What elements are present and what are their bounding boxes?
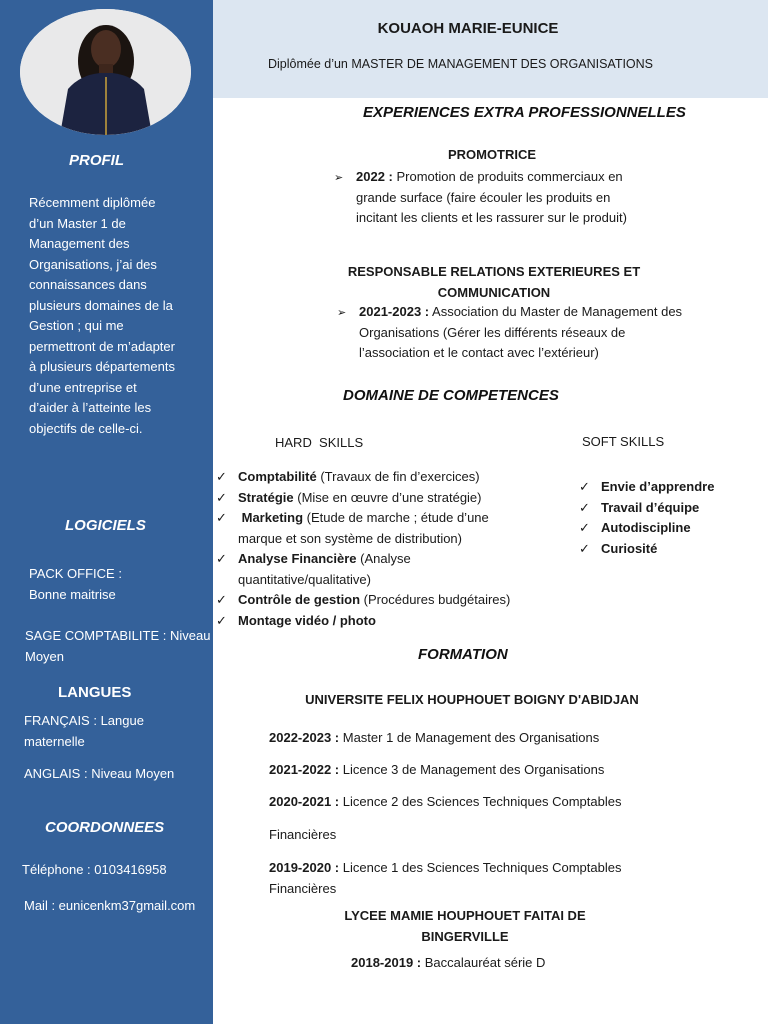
check-icon: ✓ bbox=[216, 551, 227, 566]
check-icon: ✓ bbox=[579, 540, 590, 556]
hard-skill-name: Analyse Financière bbox=[238, 551, 357, 566]
hard-skill-name: Montage vidéo / photo bbox=[238, 612, 376, 628]
hard-skill-item bbox=[216, 590, 531, 611]
check-icon: ✓ bbox=[216, 510, 227, 525]
experience-text-1: Promotion de produits commerciaux en grande surface (faire écouler les produits en incitant les clients et les rassurer sur le produit) bbox=[356, 169, 627, 225]
soft-skill-item bbox=[579, 539, 759, 560]
logiciel-sage: SAGE COMPTABILITE : Niveau Moyen bbox=[25, 628, 211, 664]
formation-entry bbox=[269, 858, 649, 899]
arrow-bullet-icon: ➢ bbox=[337, 307, 347, 319]
check-icon: ✓ bbox=[216, 612, 227, 628]
profil-title: PROFIL bbox=[69, 152, 124, 169]
formation-text: Licence 2 des Sciences Techniques Comptables bbox=[339, 794, 622, 809]
experience-year-2: 2021-2023 : bbox=[359, 304, 430, 319]
university-name: UNIVERSITE FELIX HOUPHOUET BOIGNY D'ABIDJAN bbox=[305, 692, 639, 707]
experience-role-1: PROMOTRICE bbox=[447, 147, 537, 162]
formation-text: Licence 3 de Management des Organisations bbox=[339, 762, 605, 777]
competences-title: DOMAINE DE COMPETENCES bbox=[343, 387, 559, 404]
formation-entry bbox=[269, 792, 621, 813]
hard-skill-detail: (Travaux de fin d’exercices) bbox=[316, 469, 480, 484]
lycee-name: LYCEE MAMIE HOUPHOUET FAITAI DE BINGERVILLE bbox=[344, 908, 586, 944]
check-icon: ✓ bbox=[216, 469, 227, 484]
sidebar bbox=[0, 0, 213, 1024]
langues-title: LANGUES bbox=[58, 684, 132, 701]
bac-year: 2018-2019 : bbox=[351, 955, 422, 970]
soft-skill-item bbox=[579, 498, 759, 519]
soft-skill-name: Envie d’apprendre bbox=[601, 479, 715, 494]
hard-skill-name: Stratégie bbox=[238, 489, 294, 505]
hard-skill-detail: (Mise en œuvre d’une stratégie) bbox=[293, 489, 482, 505]
formation-entry bbox=[269, 760, 604, 781]
langue-francais: FRANÇAIS : Langue maternelle bbox=[24, 713, 144, 749]
check-icon: ✓ bbox=[579, 520, 590, 535]
arrow-bullet-icon: ➢ bbox=[334, 172, 344, 184]
soft-skill-item bbox=[579, 477, 759, 498]
hard-skill-name: Contrôle de gestion bbox=[238, 592, 361, 607]
soft-skills-list bbox=[579, 477, 759, 559]
profile-photo bbox=[20, 9, 191, 135]
header bbox=[213, 0, 768, 98]
hard-skill-detail: (Etude de marche ; étude d’une marque et son système de distribution) bbox=[238, 510, 493, 546]
formation-year: 2020-2021 : bbox=[269, 794, 340, 809]
hard-skill-name: Comptabilité bbox=[238, 469, 317, 484]
hard-skill-detail: (Analyse quantitative/qualitative) bbox=[238, 551, 411, 587]
soft-skill-name: Curiosité bbox=[601, 540, 658, 556]
experience-role-2: RESPONSABLE RELATIONS EXTERIEURES ET COMMUNICATION bbox=[347, 264, 641, 300]
hard-skills-list bbox=[216, 467, 531, 631]
soft-skill-item bbox=[579, 518, 759, 539]
formation-entry bbox=[269, 825, 336, 846]
experience-year-1: 2022 : bbox=[356, 169, 393, 184]
langue-anglais: ANGLAIS : Niveau Moyen bbox=[24, 766, 175, 781]
soft-skill-name: Autodiscipline bbox=[601, 520, 691, 535]
soft-skills-title: SOFT SKILLS bbox=[582, 434, 665, 449]
candidate-subtitle: Diplômée d’un MASTER DE MANAGEMENT DES ORGANISATIONS bbox=[267, 57, 654, 71]
bac-entry bbox=[351, 953, 545, 974]
hard-skill-item bbox=[216, 488, 531, 509]
experience-item-1 bbox=[334, 167, 646, 229]
telephone: Téléphone : 0103416958 bbox=[22, 862, 167, 877]
experience-text-2: Association du Master de Management des Organisations (Gérer les différents réseaux de l’association et le contact avec l’extérieur) bbox=[359, 304, 683, 360]
formation-text: Financières bbox=[269, 827, 337, 842]
profil-text: Récemment diplômée d’un Master 1 de Management des Organisations, j’ai des connaissances dans plusieurs domaines de la Gestion ; qui me permettront de m’adapter à plusieurs départements d’une entreprise et d’aider à l’atteinte les objectifs de celle-ci. bbox=[29, 195, 175, 436]
formation-entry bbox=[269, 728, 599, 749]
formation-year: 2022-2023 : bbox=[269, 730, 340, 745]
avatar bbox=[20, 9, 191, 135]
check-icon: ✓ bbox=[216, 489, 227, 505]
formation-year: 2019-2020 : bbox=[269, 860, 340, 875]
check-icon: ✓ bbox=[579, 479, 590, 494]
formation-text: Licence 1 des Sciences Techniques Comptables Financières bbox=[269, 860, 622, 896]
hard-skill-name: Marketing bbox=[238, 510, 304, 525]
logiciel-pack-office: PACK OFFICE : Bonne maitrise bbox=[29, 566, 122, 602]
experiences-title: EXPERIENCES EXTRA PROFESSIONNELLES bbox=[363, 104, 686, 121]
hard-skill-item bbox=[216, 549, 531, 590]
hard-skill-item bbox=[216, 611, 531, 632]
soft-skill-name: Travail d’équipe bbox=[601, 499, 700, 515]
bac-text: Baccalauréat série D bbox=[421, 955, 546, 970]
check-icon: ✓ bbox=[216, 592, 227, 607]
check-icon: ✓ bbox=[579, 499, 590, 515]
formation-text: Master 1 de Management des Organisations bbox=[339, 730, 600, 745]
coordonnees-title: COORDONNEES bbox=[45, 819, 165, 836]
hard-skill-item bbox=[216, 467, 531, 488]
hard-skills-title: HARD SKILLS bbox=[275, 435, 364, 450]
hard-skill-item bbox=[216, 508, 531, 549]
hard-skill-detail: (Procédures budgétaires) bbox=[360, 592, 511, 607]
experience-item-2 bbox=[337, 302, 694, 364]
logiciels-title: LOGICIELS bbox=[65, 517, 146, 534]
formation-year: 2021-2022 : bbox=[269, 762, 340, 777]
formation-title: FORMATION bbox=[418, 646, 508, 663]
mail: Mail : eunicenkm37gmail.com bbox=[24, 898, 196, 913]
candidate-name: KOUAOH MARIE-EUNICE bbox=[377, 20, 559, 37]
